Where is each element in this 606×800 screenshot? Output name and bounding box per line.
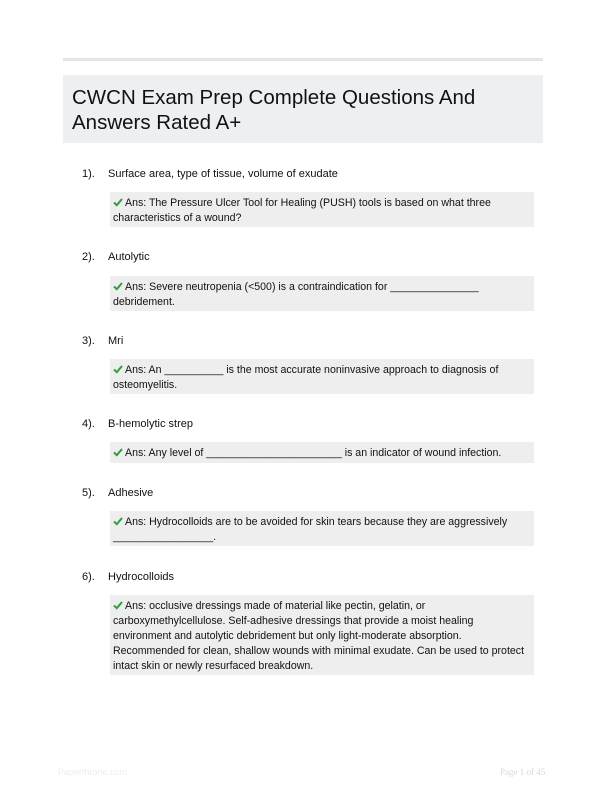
answer-box <box>110 276 534 311</box>
checkmark-icon <box>113 600 123 610</box>
answer-box <box>110 192 534 227</box>
answer-text: Ans: Hydrocolloids are to be avoided for skin tears because they are aggressively _________________. <box>113 516 508 543</box>
checkmark-icon <box>113 516 123 526</box>
question-number: 6). <box>82 571 95 583</box>
question-number: 2). <box>82 251 95 263</box>
question-text: Mri <box>108 335 124 347</box>
answer-text: Ans: The Pressure Ulcer Tool for Healing (PUSH) tools is based on what three characteristics of a wound? <box>113 197 491 224</box>
question-text: Autolytic <box>108 251 150 263</box>
checkmark-icon <box>113 364 123 374</box>
checkmark-icon <box>113 447 123 457</box>
answer-box <box>110 359 534 394</box>
answer-box <box>110 595 534 675</box>
checkmark-icon <box>113 197 123 207</box>
header-divider <box>63 58 543 61</box>
answer-text: Ans: Any level of _______________________ is an indicator of wound infection. <box>125 447 502 459</box>
answer-box <box>110 511 534 546</box>
footer-watermark: Paperthrone.com <box>58 767 128 777</box>
answer-text: Ans: An __________ is the most accurate noninvasive approach to diagnosis of osteomyelitis. <box>113 364 499 391</box>
document-title: CWCN Exam Prep Complete Questions And Answers Rated A+ <box>72 86 476 134</box>
answer-box <box>110 442 534 463</box>
question-text: Adhesive <box>108 487 154 499</box>
question-number: 5). <box>82 487 95 499</box>
question-text: Surface area, type of tissue, volume of exudate <box>108 168 338 180</box>
question-number: 1). <box>82 168 95 180</box>
question-text: Hydrocolloids <box>108 571 175 583</box>
title-banner <box>63 75 543 143</box>
page-number: Page 1 of 45 <box>500 767 546 777</box>
checkmark-icon <box>113 281 123 291</box>
question-number: 3). <box>82 335 95 347</box>
answer-text: Ans: occlusive dressings made of material like pectin, gelatin, or carboxymethylcellulose. Self-adhesive dressings that provide a moist healing environment and autolytic debridement but only light-moderate absorption. Recommended for clean, shallow wounds with minimal exudate. Can be used to protect intact skin or newly resurfaced breakdown. <box>113 600 525 672</box>
question-number: 4). <box>82 418 95 430</box>
question-text: B-hemolytic strep <box>108 418 193 430</box>
answer-text: Ans: Severe neutropenia (<500) is a contraindication for _______________ debridement. <box>113 281 479 308</box>
